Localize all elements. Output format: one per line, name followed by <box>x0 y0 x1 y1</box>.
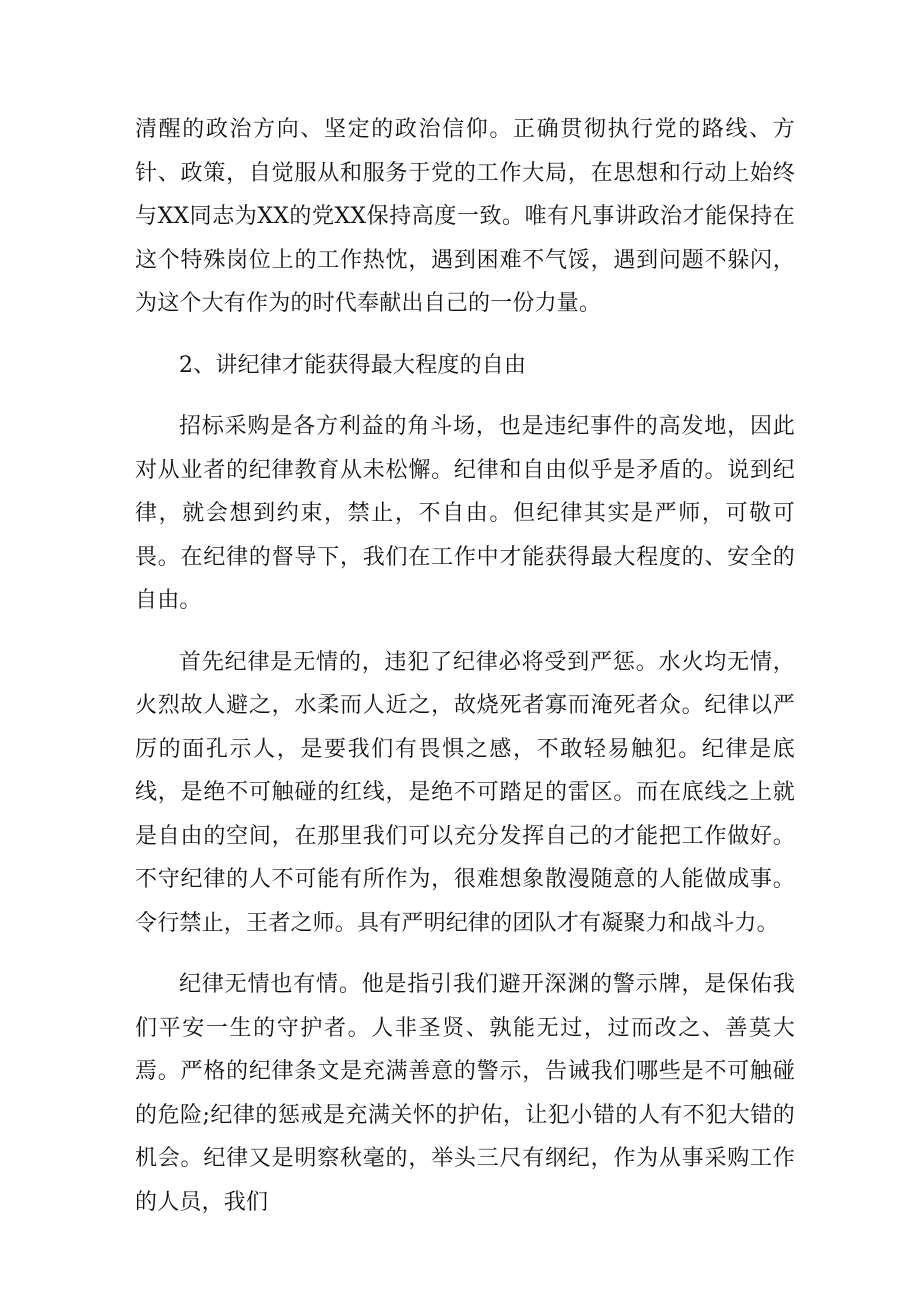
paragraph: 纪律无情也有情。他是指引我们避开深渊的警示牌，是保佑我们平安一生的守护者。人非圣贤、孰能无过，过而改之、善莫大焉。严格的纪律条文是充满善意的警示，告诫我们哪些是不可触碰的危险;纪律的惩戒是充满关怀的护佑，让犯小错的人有不犯大错的机会。纪律又是明察秋毫的，举头三尺有纲纪，作为从事采购工作的人员，我们 <box>135 972 795 1215</box>
paragraph: 招标采购是各方利益的角斗场，也是违纪事件的高发地，因此对从业者的纪律教育从未松懈。纪律和自由似乎是矛盾的。说到纪律，就会想到约束，禁止，不自由。但纪律其实是严师，可敬可畏。在纪律的督导下，我们在工作中才能获得最大程度的、安全的自由。 <box>135 414 795 613</box>
paragraph: 首先纪律是无情的，违犯了纪律必将受到严惩。水火均无情，火烈故人避之，水柔而人近之，故烧死者寡而淹死者众。纪律以严厉的面孔示人，是要我们有畏惧之感，不敢轻易触犯。纪律是底线，是绝不可触碰的红线，是绝不可踏足的雷区。而在底线之上就是自由的空间，在那里我们可以充分发挥自己的才能把工作做好。不守纪律的人不可能有所作为，很难想象散漫随意的人能做成事。令行禁止，王者之师。具有严明纪律的团队才有凝聚力和战斗力。 <box>135 649 795 936</box>
section-heading: 2、讲纪律才能获得最大程度的自由 <box>179 352 527 378</box>
document-body <box>135 108 795 1242</box>
paragraph-continuation: 清醒的政治方向、坚定的政治信仰。正确贯彻执行党的路线、方针、政策，自觉服从和服务于党的工作大局，在思想和行动上始终与XX同志为XX的党XX保持高度一致。唯有凡事讲政治才能保持在这个特殊岗位上的工作热忱，遇到困难不气馁，遇到问题不躲闪，为这个大有作为的时代奉献出自己的一份力量。 <box>135 117 795 316</box>
